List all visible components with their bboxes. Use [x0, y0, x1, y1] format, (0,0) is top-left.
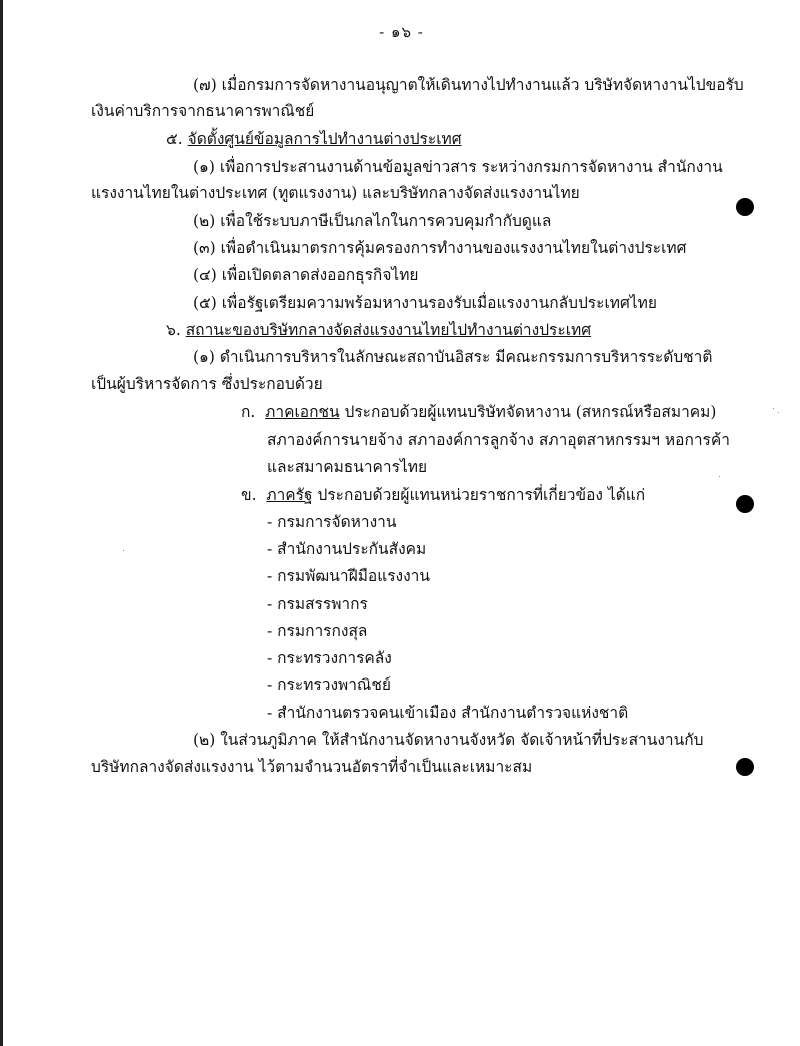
public-sector-label: ข.: [241, 486, 257, 504]
gov-agency-item: - กรมพัฒนาฝีมือแรงงาน: [267, 567, 430, 585]
scan-speck: [123, 550, 124, 551]
sec6-item-2-line-2: บริษัทกลางจัดส่งแรงงาน ไว้ตามจำนวนอัตราที่จำเป็นและเหมาะสม: [91, 758, 533, 776]
public-sector-title: ภาครัฐ: [266, 486, 313, 504]
sec5-item-3: (๓) เพื่อดำเนินมาตรการคุ้มครองการทำงานของแรงงานไทยในต่างประเทศ: [193, 239, 687, 257]
sec5-item-2: (๒) เพื่อใช้ระบบภาษีเป็นกลไกในการควบคุมกำกับดูแล: [193, 212, 552, 230]
section-5-heading: [166, 128, 462, 150]
gov-agency-item: - กรมการกงสุล: [267, 622, 368, 640]
sec6-item-2-line-1: (๒) ในส่วนภูมิภาค ให้สำนักงานจัดหางานจังหวัด จัดเจ้าหน้าที่ประสานงานกับ: [193, 731, 704, 749]
binder-hole-mark: [736, 758, 754, 776]
item-7-line-1: (๗) เมื่อกรมการจัดหางานอนุญาตให้เดินทางไปทำงานแล้ว บริษัทจัดหางานไปขอรับ: [193, 76, 744, 94]
section-6-number: ๖.: [166, 321, 181, 339]
sec5-item-5: (๕) เพื่อรัฐเตรียมความพร้อมหางานรองรับเมื่อแรงงานกลับประเทศไทย: [193, 294, 657, 312]
public-sector-text: ประกอบด้วยผู้แทนหน่วยราชการที่เกี่ยวข้อง ได้แก่: [317, 486, 646, 504]
private-sector-title: ภาคเอกชน: [265, 403, 340, 421]
gov-agency-item: - สำนักงานประกันสังคม: [267, 540, 427, 558]
private-sector-line-2: สภาองค์การนายจ้าง สภาองค์การลูกจ้าง สภาอุตสาหกรรมฯ หอการค้า: [267, 431, 730, 449]
public-sector-line: [241, 484, 645, 506]
gov-agency-item: - สำนักงานตรวจคนเข้าเมือง สำนักงานตำรวจแห่งชาติ: [267, 704, 629, 722]
page-number: - ๑๖ -: [379, 23, 424, 41]
gov-agency-item: - กรมการจัดหางาน: [267, 513, 397, 531]
binder-hole-mark: [736, 198, 754, 216]
private-sector-label: ก.: [241, 403, 256, 421]
private-sector-line: [241, 401, 716, 423]
sec5-item-1-line-2: แรงงานไทยในต่างประเทศ (ทูตแรงงาน) และบริษัทกลางจัดส่งแรงงานไทย: [91, 184, 580, 202]
section-6-title: สถานะของบริษัทกลางจัดส่งแรงงานไทยไปทำงานต่างประเทศ: [185, 321, 592, 339]
item-7-line-2: เงินค่าบริการจากธนาคารพาณิชย์: [91, 102, 315, 120]
gov-agency-item: - กระทรวงการคลัง: [267, 649, 392, 667]
sec6-item-1-line-1: (๑) ดำเนินการบริหารในลักษณะสถาบันอิสระ มีคณะกรรมการบริหารระดับชาติ: [193, 348, 713, 366]
sec6-item-1-line-2: เป็นผู้บริหารจัดการ ซึ่งประกอบด้วย: [91, 375, 323, 393]
gov-agency-item: - กรมสรรพากร: [267, 595, 368, 613]
sec5-item-4: (๔) เพื่อเปิดตลาดส่งออกธุรกิจไทย: [193, 266, 419, 284]
private-sector-text: ประกอบด้วยผู้แทนบริษัทจัดหางาน (สหกรณ์หรือสมาคม): [344, 403, 717, 421]
sec5-item-1-line-1: (๑) เพื่อการประสานงานด้านข้อมูลข่าวสาร ระหว่างกรมการจัดหางาน สำนักงาน: [193, 158, 723, 176]
section-5-number: ๕.: [166, 130, 183, 148]
scan-speck: [778, 412, 779, 413]
scan-speck: [719, 476, 720, 477]
section-6-heading: [166, 319, 591, 341]
scan-speck: [773, 408, 774, 409]
section-5-title: จัดตั้งศูนย์ข้อมูลการไปทำงานต่างประเทศ: [187, 130, 462, 148]
private-sector-line-3: และสมาคมธนาคารไทย: [267, 458, 428, 476]
binder-hole-mark: [736, 495, 754, 513]
gov-agency-item: - กระทรวงพาณิชย์: [267, 676, 391, 694]
